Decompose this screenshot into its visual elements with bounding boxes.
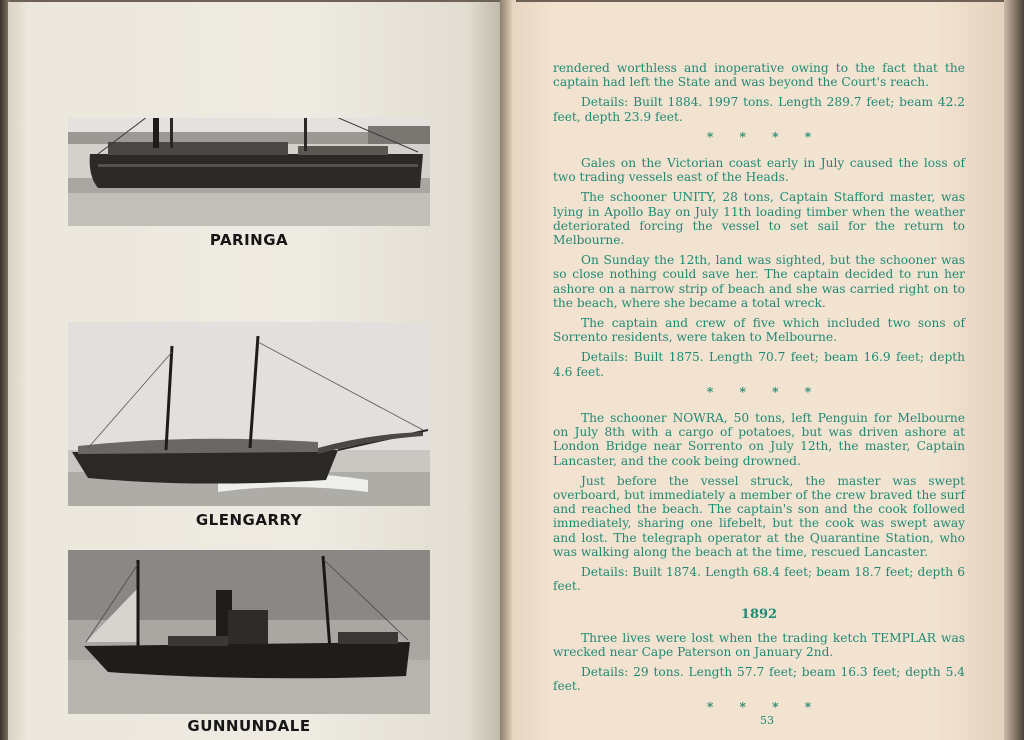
paragraph: Just before the vessel struck, the master was swept overboard, but immediately a member of the crew braved the surf and reached the beach. The captain's son and the cook followed immediately, sharing one lifebelt, but the cook was swept away and lost. The telegraph operator at the Quarantine Station, who was walking along the beach at the time, rescued Lancaster.	[553, 473, 965, 559]
paragraph: Three lives were lost when the trading ketch TEMPLAR was wrecked near Cape Paterson on January 2nd.	[553, 630, 965, 659]
details-paragraph: Details: 29 tons. Length 57.7 feet; beam 16.3 feet; depth 5.4 feet.	[553, 665, 965, 694]
section-divider: * * * *	[706, 699, 812, 714]
section-divider: * * * *	[706, 384, 812, 399]
details-paragraph: Details: Built 1884. 1997 tons. Length 289.7 feet; beam 42.2 feet, depth 23.9 feet.	[553, 95, 965, 124]
paragraph: The captain and crew of five which included two sons of Sorrento residents, were taken to Melbourne.	[553, 316, 965, 345]
photo-glengarry	[68, 322, 430, 506]
year-heading: 1892	[740, 606, 778, 622]
details-paragraph: Details: Built 1875. Length 70.7 feet; beam 16.9 feet; depth 4.6 feet.	[553, 350, 965, 379]
steamer-image	[68, 550, 430, 714]
caption-glengarry: GLENGARRY	[195, 511, 303, 529]
photo-gunnundale	[68, 550, 430, 714]
paragraph: Gales on the Victorian coast early in July caused the loss of two trading vessels east of the Heads.	[553, 156, 965, 185]
caption-paringa: PARINGA	[209, 231, 289, 249]
section-divider: * * * *	[706, 129, 812, 144]
details-paragraph: Details: Built 1874. Length 68.4 feet; beam 18.7 feet; depth 6 feet.	[553, 565, 965, 594]
paragraph: The schooner UNITY, 28 tons, Captain Stafford master, was lying in Apollo Bay on July 11th loading timber when the weather deteriorated forcing the vessel to set sail for the return to Melbourne.	[553, 190, 965, 248]
paragraph: rendered worthless and inoperative owing to the fact that the captain had left the State and was beyond the Court's reach.	[553, 61, 965, 90]
schooner-image	[68, 322, 430, 506]
photo-paringa	[68, 118, 430, 226]
caption-gunnundale: GUNNUNDALE	[187, 717, 311, 735]
book-edge-right	[1004, 0, 1024, 740]
paragraph: On Sunday the 12th, land was sighted, but the schooner was so close nothing could save her. The captain decided to run her ashore on a narrow strip of beach and she was carried right on to the beach, where she became a total wreck.	[553, 253, 965, 310]
steamship-image	[68, 118, 430, 226]
page-number: 53	[760, 714, 774, 727]
right-page-text	[553, 61, 965, 721]
paragraph: The schooner NOWRA, 50 tons, left Penguin for Melbourne on July 8th with a cargo of potatoes, but was driven ashore at London Bridge near Sorrento on July 12th, the master, Captain Lancaster, and the cook being drowned.	[553, 411, 965, 468]
